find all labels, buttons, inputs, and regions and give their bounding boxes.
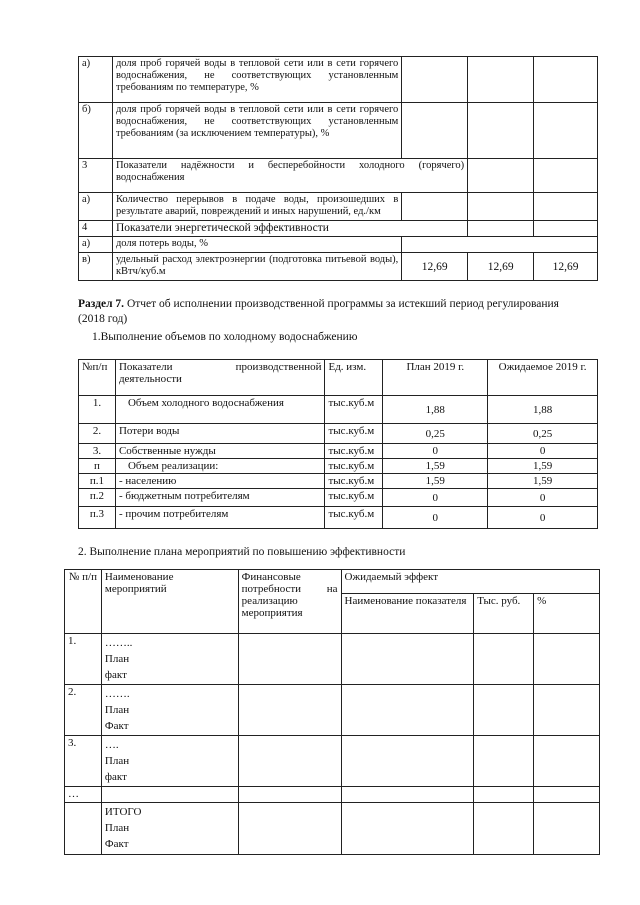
value-cell xyxy=(534,193,598,221)
row-number: 3. xyxy=(65,736,102,787)
column-header: Наименование показателя xyxy=(341,594,474,634)
row-plan: 0,25 xyxy=(383,424,488,444)
value-cell xyxy=(402,237,598,253)
row-plan-label: План xyxy=(104,653,130,665)
value-cell xyxy=(534,634,600,685)
row-number: 4 xyxy=(79,221,113,237)
row-name: Объем реализации: xyxy=(115,459,325,474)
value-cell xyxy=(534,803,600,855)
value-cell xyxy=(534,221,598,237)
row-number: … xyxy=(65,787,102,803)
table-row xyxy=(65,787,600,803)
value-cell: 12,69 xyxy=(468,253,534,281)
row-number: б) xyxy=(79,103,113,159)
row-expected: 1,59 xyxy=(488,459,598,474)
row-fact-label: факт xyxy=(104,771,127,783)
row-number: 3. xyxy=(79,444,116,459)
row-name: Потери воды xyxy=(115,424,325,444)
value-cell xyxy=(341,787,474,803)
table-row xyxy=(79,193,598,221)
table-row xyxy=(79,103,598,159)
row-expected: 0 xyxy=(488,507,598,529)
table-row xyxy=(79,237,598,253)
row-name: - населению xyxy=(115,474,325,489)
row-number: в) xyxy=(79,253,113,281)
efficiency-plan-table xyxy=(64,569,600,855)
column-header: Ед. изм. xyxy=(325,360,383,396)
column-header: Тыс. руб. xyxy=(474,594,534,634)
row-name: Собственные нужды xyxy=(115,444,325,459)
value-cell xyxy=(468,193,534,221)
value-cell xyxy=(341,803,474,855)
value-cell xyxy=(474,803,534,855)
row-name: - бюджетным потребителям xyxy=(115,489,325,507)
row-expected: 1,88 xyxy=(488,396,598,424)
row-number: п.3 xyxy=(79,507,116,529)
value-cell xyxy=(468,57,534,103)
row-name xyxy=(101,736,238,787)
row-name xyxy=(101,803,238,855)
row-plan: 1,88 xyxy=(383,396,488,424)
value-cell xyxy=(468,221,534,237)
table-row xyxy=(79,57,598,103)
indicator-text: Количество перерывов в подаче воды, произошедших в результате аварий, повреждений и иных нарушений, ед./км xyxy=(112,193,401,221)
row-name xyxy=(101,685,238,736)
row-number: 3 xyxy=(79,159,113,193)
value-cell xyxy=(341,634,474,685)
indicator-text: Показатели энергетической эффективности xyxy=(112,221,467,237)
value-cell xyxy=(402,193,468,221)
row-fact-label: Факт xyxy=(104,720,129,732)
table-total-row xyxy=(65,803,600,855)
value-cell xyxy=(468,159,534,193)
column-header: № п/п xyxy=(65,570,102,634)
table-row xyxy=(79,424,598,444)
section-label: Раздел 7. xyxy=(78,298,125,310)
column-header: Ожидаемое 2019 г. xyxy=(488,360,598,396)
row-name xyxy=(101,787,238,803)
row-plan: 1,59 xyxy=(383,474,488,489)
column-header: План 2019 г. xyxy=(383,360,488,396)
table-row xyxy=(65,736,600,787)
row-unit: тыс.куб.м xyxy=(325,444,383,459)
value-cell xyxy=(402,103,468,159)
row-number: а) xyxy=(79,193,113,221)
row-number xyxy=(65,803,102,855)
table-row xyxy=(65,685,600,736)
value-cell xyxy=(238,736,341,787)
row-fact-label: Факт xyxy=(104,838,129,850)
row-unit: тыс.куб.м xyxy=(325,459,383,474)
row-number: а) xyxy=(79,57,113,103)
table-row xyxy=(79,444,598,459)
row-ellipsis: …….. xyxy=(104,637,133,649)
indicator-text: Показатели надёжности и бесперебойности холодного (горячего) водоснабжения xyxy=(112,159,467,193)
row-ellipsis: …. xyxy=(104,739,119,751)
row-number: п.2 xyxy=(79,489,116,507)
value-cell xyxy=(534,736,600,787)
row-unit: тыс.куб.м xyxy=(325,489,383,507)
value-cell xyxy=(534,787,600,803)
table-row xyxy=(79,459,598,474)
total-label: ИТОГО xyxy=(104,806,142,818)
section-heading xyxy=(78,298,598,310)
row-number: 2. xyxy=(79,424,116,444)
value-cell xyxy=(341,736,474,787)
indicator-text: удельный расход электроэнергии (подготовка питьевой воды), кВтч/куб.м xyxy=(112,253,401,281)
water-volume-table xyxy=(78,359,598,529)
table-row xyxy=(79,474,598,489)
row-expected: 0 xyxy=(488,444,598,459)
table-header-row xyxy=(65,570,600,594)
row-unit: тыс.куб.м xyxy=(325,424,383,444)
row-unit: тыс.куб.м xyxy=(325,396,383,424)
row-plan-label: План xyxy=(104,704,130,716)
indicator-text: доля проб горячей воды в тепловой сети или в сети горячего водоснабжения, не соответствующих установленным требованиям (за исключением температуры), % xyxy=(112,103,401,159)
row-ellipsis: ……. xyxy=(104,688,130,700)
value-cell xyxy=(474,787,534,803)
value-cell xyxy=(341,685,474,736)
indicators-table xyxy=(78,56,598,281)
row-number: п.1 xyxy=(79,474,116,489)
row-fact-label: факт xyxy=(104,669,127,681)
row-number: 2. xyxy=(65,685,102,736)
row-plan: 1,59 xyxy=(383,459,488,474)
row-name: - прочим потребителям xyxy=(115,507,325,529)
table-row xyxy=(79,507,598,529)
row-number: 1. xyxy=(79,396,116,424)
column-header: Финансовые потребности на реализацию мероприятия xyxy=(238,570,341,634)
value-cell xyxy=(238,634,341,685)
row-number: а) xyxy=(79,237,113,253)
table-header-row xyxy=(79,360,598,396)
row-plan: 0 xyxy=(383,507,488,529)
row-unit: тыс.куб.м xyxy=(325,507,383,529)
table-row xyxy=(79,159,598,193)
subsection-title: 2. Выполнение плана мероприятий по повышению эффективности xyxy=(78,546,406,558)
row-expected: 1,59 xyxy=(488,474,598,489)
column-header: Наименование мероприятий xyxy=(101,570,238,634)
section-title: Отчет об исполнении производственной программы за истекший период регулирования xyxy=(126,298,559,310)
row-expected: 0,25 xyxy=(488,424,598,444)
table-row xyxy=(79,253,598,281)
column-header: №п/п xyxy=(79,360,116,396)
value-cell xyxy=(534,685,600,736)
table-row xyxy=(79,396,598,424)
column-header: Ожидаемый эффект xyxy=(341,570,599,594)
row-name: Объем холодного водоснабжения xyxy=(115,396,325,424)
row-plan: 0 xyxy=(383,489,488,507)
value-cell xyxy=(238,787,341,803)
subsection-title: 1.Выполнение объемов по холодному водоснабжению xyxy=(92,331,358,343)
indicator-text: доля потерь воды, % xyxy=(112,237,401,253)
row-plan-label: План xyxy=(104,822,130,834)
row-unit: тыс.куб.м xyxy=(325,474,383,489)
value-cell xyxy=(468,103,534,159)
column-header: Показатели производственной деятельности xyxy=(115,360,325,396)
value-cell xyxy=(474,736,534,787)
row-number: 1. xyxy=(65,634,102,685)
value-cell xyxy=(238,685,341,736)
row-expected: 0 xyxy=(488,489,598,507)
value-cell: 12,69 xyxy=(402,253,468,281)
value-cell xyxy=(534,57,598,103)
column-header: % xyxy=(534,594,600,634)
value-cell xyxy=(474,685,534,736)
row-name xyxy=(101,634,238,685)
indicator-text: доля проб горячей воды в тепловой сети или в сети горячего водоснабжения, не соответствующих установленным требованиям по температуре, % xyxy=(112,57,401,103)
value-cell xyxy=(534,159,598,193)
table-row xyxy=(65,634,600,685)
value-cell xyxy=(238,803,341,855)
section-year: (2018 год) xyxy=(78,313,128,325)
table-row xyxy=(79,489,598,507)
value-cell: 12,69 xyxy=(534,253,598,281)
value-cell xyxy=(402,57,468,103)
value-cell xyxy=(534,103,598,159)
row-plan: 0 xyxy=(383,444,488,459)
value-cell xyxy=(474,634,534,685)
row-number: п xyxy=(79,459,116,474)
row-plan-label: План xyxy=(104,755,130,767)
table-row xyxy=(79,221,598,237)
